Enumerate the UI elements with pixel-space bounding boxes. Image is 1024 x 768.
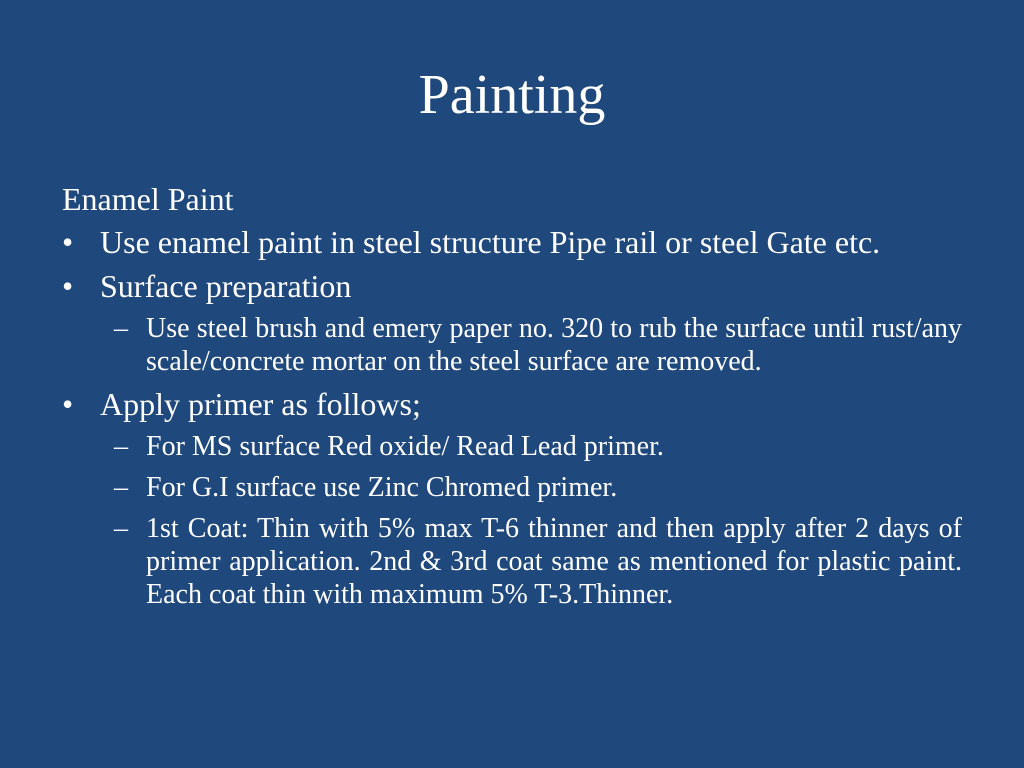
sub-bullet-text: For MS surface Red oxide/ Read Lead primer.	[146, 431, 664, 462]
dash-marker: –	[114, 313, 128, 344]
dash-marker: –	[114, 472, 128, 503]
dash-marker: –	[114, 513, 128, 544]
sub-bullet-item	[62, 512, 962, 611]
bullet-marker: •	[62, 268, 74, 304]
sub-bullet-item	[62, 430, 962, 463]
slide-title: Painting	[418, 64, 606, 126]
bullet-text: Surface preparation	[100, 268, 352, 304]
bullet-item	[62, 386, 962, 423]
sub-bullet-text: For G.I surface use Zinc Chromed primer.	[146, 472, 618, 503]
slide-body	[62, 180, 962, 619]
sub-bullet-item	[62, 471, 962, 504]
bullet-marker: •	[62, 386, 74, 422]
sub-bullet-text: Use steel brush and emery paper no. 320 to rub the surface until rust/any scale/concrete mortar on the steel surface are removed.	[146, 313, 962, 377]
bullet-marker: •	[62, 224, 74, 260]
bullet-text: Apply primer as follows;	[100, 386, 421, 422]
bullet-text: Use enamel paint in steel structure Pipe rail or steel Gate etc.	[100, 224, 881, 260]
section-heading: Enamel Paint	[62, 181, 234, 217]
bullet-item	[62, 224, 962, 261]
sub-bullet-item	[62, 312, 962, 378]
dash-marker: –	[114, 431, 128, 462]
sub-bullet-text: 1st Coat: Thin with 5% max T-6 thinner and then apply after 2 days of primer application. 2nd & 3rd coat same as mentioned for plastic paint. Each coat thin with maximum 5% T-3.Thinner.	[146, 513, 962, 610]
bullet-item	[62, 268, 962, 305]
